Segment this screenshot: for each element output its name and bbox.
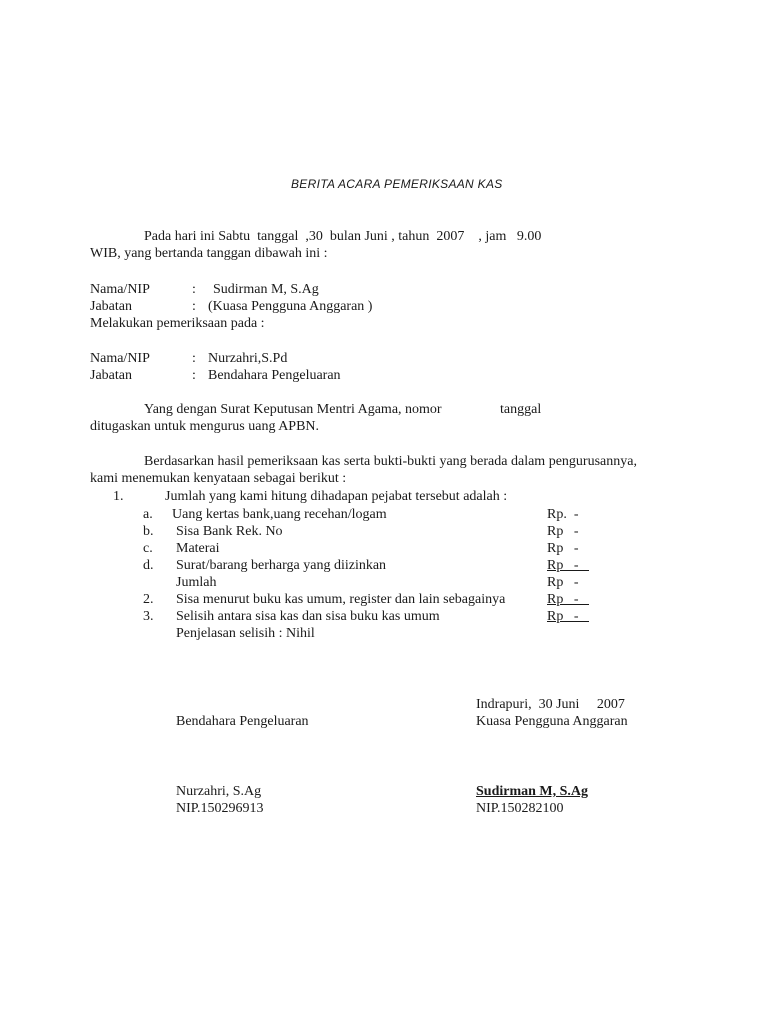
subitem-text: Sisa menurut buku kas umum, register dan lain sebagainya: [176, 592, 506, 607]
subitem-letter: a.: [143, 507, 153, 522]
person1-jabatan-colon: :: [192, 299, 196, 314]
subitem-amount: Rp -: [547, 575, 579, 590]
person1-jabatan-value: (Kuasa Pengguna Anggaran ): [208, 299, 373, 314]
subitem-amount: Rp -: [547, 541, 579, 556]
subitem-letter: c.: [143, 541, 153, 556]
penjelasan-line: Penjelasan selisih : Nihil: [176, 626, 315, 641]
melakukan-line: Melakukan pemeriksaan pada :: [90, 316, 265, 331]
subitem-text: Selisih antara sisa kas dan sisa buku kas umum: [176, 609, 440, 624]
sk-tanggal: tanggal: [500, 402, 542, 417]
subitem-amount: Rp -: [547, 524, 579, 539]
subitem-amount: Rp -: [547, 558, 589, 573]
person2-jabatan-label: Jabatan: [90, 368, 132, 383]
hasil-line-2: kami menemukan kenyataan sebagai berikut :: [90, 471, 347, 486]
subitem-text: Sisa Bank Rek. No: [176, 524, 283, 539]
subitem-amount: Rp. -: [547, 507, 579, 522]
item-1-number: 1.: [113, 489, 124, 504]
person1-jabatan-label: Jabatan: [90, 299, 132, 314]
right-signatory-nip: NIP.150282100: [476, 801, 564, 816]
subitem-text: Materai: [176, 541, 220, 556]
subitem-text: Surat/barang berharga yang diizinkan: [176, 558, 387, 573]
place-date: Indrapuri, 30 Juni 2007: [476, 697, 625, 712]
item-1-text: Jumlah yang kami hitung dihadapan pejabat tersebut adalah :: [165, 489, 508, 504]
left-signatory-name: Nurzahri, S.Ag: [176, 784, 262, 799]
subitem-amount: Rp -: [547, 609, 589, 624]
left-signatory-nip: NIP.150296913: [176, 801, 264, 816]
person2-nama-label: Nama/NIP: [90, 351, 150, 366]
subitem-text: Jumlah: [176, 575, 217, 590]
right-signatory-name: Sudirman M, S.Ag: [476, 784, 589, 799]
intro-line-2: WIB, yang bertanda tanggan dibawah ini :: [90, 246, 328, 261]
left-signatory-role: Bendahara Pengeluaran: [176, 714, 309, 729]
subitem-letter: b.: [143, 524, 154, 539]
subitem-letter: 3.: [143, 609, 154, 624]
person2-nama-colon: :: [192, 351, 196, 366]
person1-nama-colon: :: [192, 282, 196, 297]
person1-nama-value: Sudirman M, S.Ag: [213, 282, 319, 297]
person1-nama-label: Nama/NIP: [90, 282, 150, 297]
person2-jabatan-colon: :: [192, 368, 196, 383]
sk-line-1: Yang dengan Surat Keputusan Mentri Agama, nomor: [144, 402, 442, 417]
document-title: BERITA ACARA PEMERIKSAAN KAS: [291, 177, 503, 191]
intro-line-1: Pada hari ini Sabtu tanggal ,30 bulan Juni , tahun 2007 , jam 9.00: [144, 229, 542, 244]
subitem-amount: Rp -: [547, 592, 589, 607]
sk-line-2: ditugaskan untuk mengurus uang APBN.: [90, 419, 320, 434]
hasil-line-1: Berdasarkan hasil pemeriksaan kas serta bukti-bukti yang berada dalam pengurusannya,: [144, 454, 637, 469]
subitem-letter: d.: [143, 558, 154, 573]
right-signatory-role: Kuasa Pengguna Anggaran: [476, 714, 628, 729]
person2-jabatan-value: Bendahara Pengeluaran: [208, 368, 341, 383]
person2-nama-value: Nurzahri,S.Pd: [208, 351, 288, 366]
subitem-letter: 2.: [143, 592, 154, 607]
subitem-text: Uang kertas bank,uang recehan/logam: [172, 507, 387, 522]
